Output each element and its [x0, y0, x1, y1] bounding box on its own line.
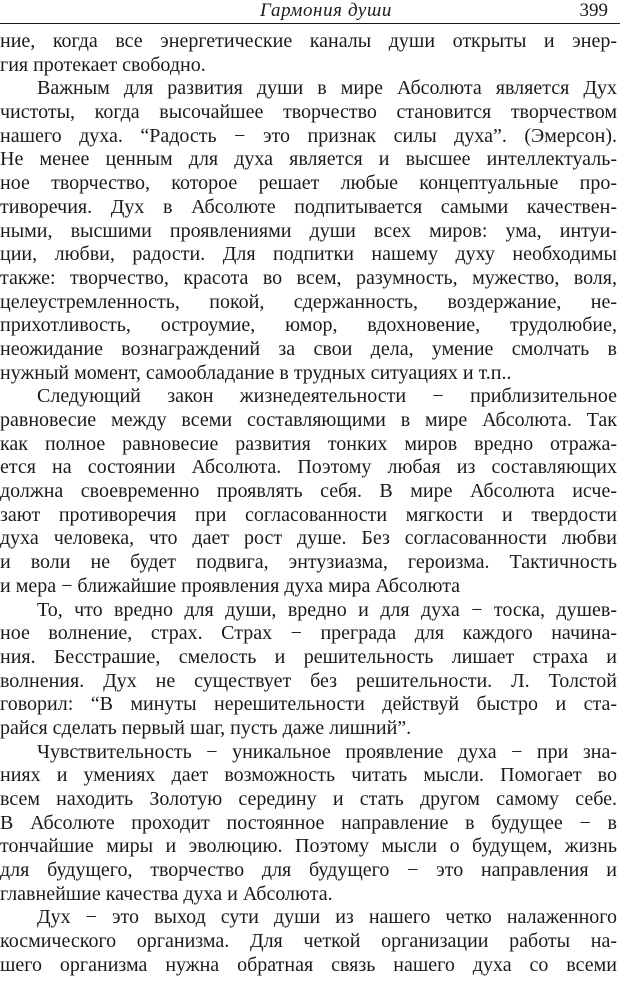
text-line: равновесие между всеми составляющими в мире Абсолюта. Так: [0, 409, 617, 431]
page-number: 399: [579, 0, 608, 21]
text-line: нашего духа. “Радость − это признак силы духа”. (Эмерсон).: [0, 124, 617, 147]
paragraph-first-line: Чувствительность − уникальное проявление духа − при зна-: [37, 740, 617, 763]
text-line: ции, любви, радости. Для подпитки нашему духу необходимы: [0, 243, 617, 266]
text-line: чистоты, когда высочайшее творчество становится творчеством: [0, 101, 617, 124]
text-line: зают противоречия при согласованности мягкости и твердости: [0, 503, 617, 526]
text-line: как полное равновесие развития тонких миров вредно отража-: [0, 432, 617, 455]
text-line: для будущего, творчество для будущего − это направления и: [0, 859, 617, 882]
text-line: Не менее ценным для духа является и высшее интеллектуаль-: [0, 148, 617, 171]
running-title: Гармония души: [260, 0, 392, 21]
text-line: главнейшие качества духа и Абсолюта.: [0, 882, 333, 905]
text-line: неожидание вознаграждений за свои дела, умение смолчать в: [0, 337, 617, 360]
paragraph-first-line: Дух − это выход сути души из нашего четко налаженного: [37, 906, 617, 929]
paragraph-first-line: Важным для развития души в мире Абсолюта является Дух: [37, 77, 617, 100]
text-line: ными, высшими проявлениями души всех миров: ума, интуи-: [0, 219, 617, 242]
header-rule: [0, 23, 620, 24]
text-line: волнения. Дух не существует без решительности. Л. Толстой: [0, 669, 617, 692]
text-line: ется на состоянии Абсолюта. Поэтому любая из составляющих: [0, 456, 617, 479]
text-line: всем находить Золотую середину и стать другом самому себе.: [0, 788, 617, 810]
text-line: говорил: “В минуты нерешительности действуй быстро и ста-: [0, 693, 617, 716]
text-line: ное творчество, которое решает любые концептуальные про-: [0, 172, 617, 195]
text-line: и воли не будет подвига, энтузиазма, героизма. Тактичность: [0, 551, 617, 574]
text-line: также: творчество, красота во всем, разумность, мужество, воля,: [0, 266, 617, 289]
text-line: и мера − ближайшие проявления духа мира Абсолюта: [0, 574, 461, 597]
text-line: тончайшие миры и эволюцию. Поэтому мысли о будущем, жизнь: [0, 835, 617, 858]
text-line: космического организма. Для четкой организации работы на-: [0, 930, 617, 953]
text-line: ния. Бесстрашие, смелость и решительность лишает страха и: [0, 645, 617, 668]
paragraph-first-line: То, что вредно для души, вредно и для духа − тоска, душев-: [37, 598, 617, 621]
text-line: ниях и умениях дает возможность читать мысли. Помогает во: [0, 764, 617, 787]
text-line: нужный момент, самообладание в трудных ситуациях и т.п..: [0, 361, 512, 384]
text-line: тиворечия. Дух в Абсолюте подпитывается самыми качествен-: [0, 195, 617, 218]
page-header: [0, 0, 620, 24]
text-line: ние, когда все энергетические каналы души открыты и энер-: [0, 30, 617, 52]
text-line: райся сделать первый шаг, пусть даже лишний”.: [0, 716, 412, 739]
text-line: шего организма нужна обратная связь нашего духа со всеми: [0, 953, 617, 976]
paragraph-first-line: Следующий закон жизнедеятельности − приблизительное: [37, 385, 617, 408]
text-line: ное волнение, страх. Страх − преграда для каждого начина-: [0, 622, 617, 645]
text-line: прихотливость, остроумие, юмор, вдохновение, трудолюбие,: [0, 314, 617, 337]
text-line: духа человека, что дает рост душе. Без согласованности любви: [0, 527, 617, 550]
text-line: должна своевременно проявлять себя. В мире Абсолюта исче-: [0, 480, 617, 503]
page-body: [0, 30, 620, 978]
text-line: целеустремленность, покой, сдержанность, воздержание, не-: [0, 290, 617, 313]
text-line: В Абсолюте проходит постоянное направление в будущее − в: [0, 811, 617, 834]
text-line: гия протекает свободно.: [0, 53, 206, 76]
